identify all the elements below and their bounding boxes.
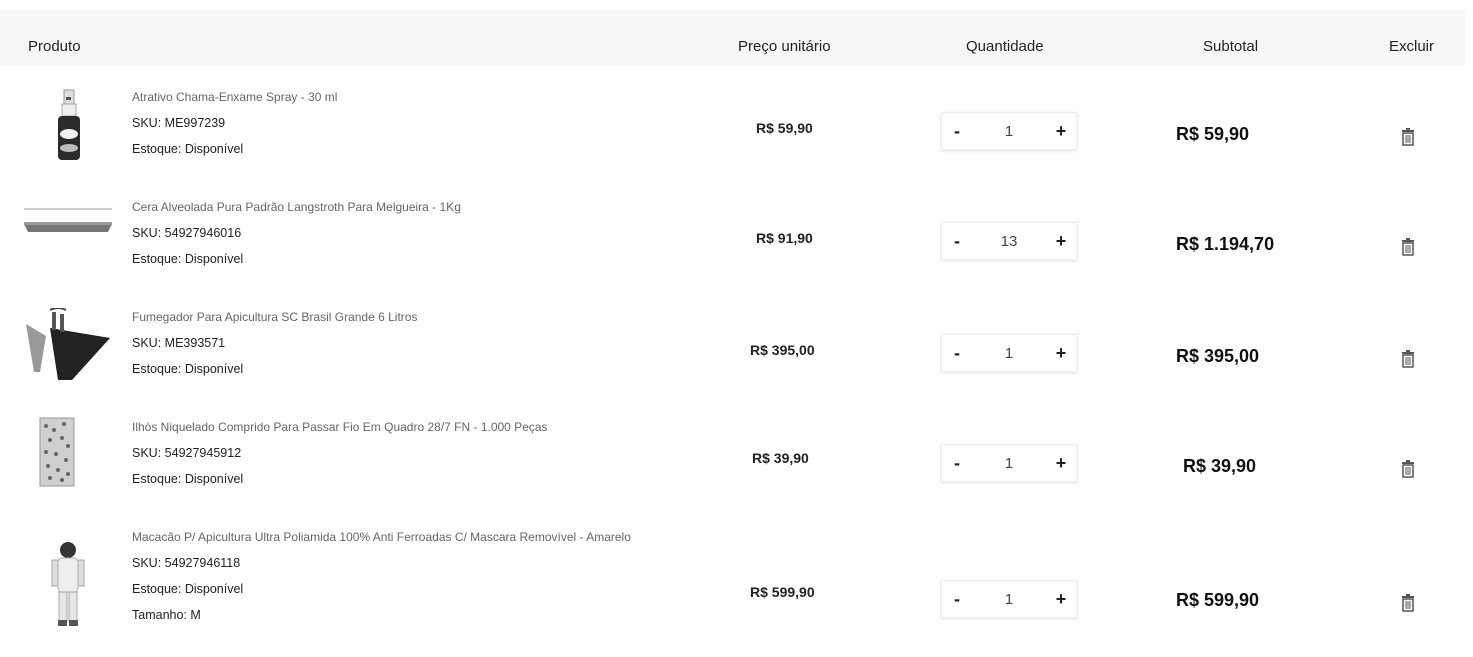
decrement-button[interactable]: - (954, 120, 960, 141)
quantity-stepper[interactable] (941, 112, 1077, 150)
increment-button[interactable]: + (1055, 342, 1067, 363)
decrement-button[interactable]: - (954, 342, 960, 363)
row-subtotal: R$ 395,00 (1176, 346, 1260, 366)
product-sku: SKU: 54927946016 (132, 226, 242, 240)
row-subtotal: R$ 1.194,70 (1176, 234, 1275, 254)
increment-button[interactable]: + (1055, 452, 1067, 473)
quantity-value[interactable]: 1 (1004, 122, 1014, 140)
increment-button[interactable]: + (1055, 588, 1067, 609)
unit-price: R$ 59,90 (756, 120, 813, 136)
product-sku: SKU: ME393571 (132, 336, 226, 350)
product-name[interactable]: Atrativo Chama-Enxame Spray - 30 ml (132, 90, 338, 104)
trash-icon[interactable] (1400, 350, 1416, 368)
quantity-value[interactable]: 1 (1004, 590, 1014, 608)
row-subtotal: R$ 599,90 (1176, 590, 1260, 610)
product-info (132, 524, 652, 628)
trash-icon[interactable] (1400, 238, 1416, 256)
trash-icon[interactable] (1400, 594, 1416, 612)
unit-price: R$ 395,00 (750, 342, 815, 358)
quantity-stepper[interactable] (941, 444, 1077, 482)
cart-row (0, 194, 1465, 284)
product-name[interactable]: Macacão P/ Apicultura Ultra Poliamida 100% Anti Ferroadas C/ Mascara Removível - Amarelo (132, 530, 631, 544)
cart-row (0, 84, 1465, 174)
quantity-stepper[interactable] (941, 334, 1077, 372)
header-unit-price: Preço unitário (738, 38, 831, 55)
header-subtotal: Subtotal (1203, 38, 1259, 55)
cart-row (0, 304, 1465, 394)
product-sku: SKU: 54927946118 (132, 556, 241, 570)
smoker-icon (20, 308, 116, 388)
cart-row (0, 524, 1465, 654)
product-info (132, 304, 417, 382)
spray-bottle-icon (20, 88, 116, 168)
quantity-value[interactable]: 1 (1004, 454, 1014, 472)
increment-button[interactable]: + (1055, 230, 1067, 251)
quantity-value[interactable]: 13 (1000, 232, 1018, 250)
trash-icon[interactable] (1400, 128, 1416, 146)
wax-sheet-icon (20, 194, 116, 274)
cart-row (0, 414, 1465, 504)
decrement-button[interactable]: - (954, 452, 960, 473)
product-info (132, 194, 461, 272)
quantity-stepper[interactable] (941, 222, 1077, 260)
unit-price: R$ 599,90 (750, 584, 815, 600)
unit-price: R$ 39,90 (752, 450, 809, 466)
decrement-button[interactable]: - (954, 588, 960, 609)
product-name[interactable]: Ilhós Niquelado Comprido Para Passar Fio Em Quadro 28/7 FN - 1.000 Peças (132, 420, 548, 434)
row-subtotal: R$ 39,90 (1183, 456, 1257, 476)
product-info (132, 414, 548, 492)
product-stock: Estoque: Disponível (132, 142, 244, 156)
header-delete: Excluir (1389, 38, 1435, 55)
product-stock: Estoque: Disponível (132, 252, 244, 266)
product-stock: Estoque: Disponível (132, 472, 244, 486)
product-size: Tamanho: M (132, 608, 201, 622)
quantity-value[interactable]: 1 (1004, 344, 1014, 362)
trash-icon[interactable] (1400, 460, 1416, 478)
unit-price: R$ 91,90 (756, 230, 813, 246)
quantity-stepper[interactable] (941, 580, 1077, 618)
product-stock: Estoque: Disponível (132, 362, 244, 376)
product-stock: Estoque: Disponível (132, 582, 244, 596)
header-product: Produto (28, 38, 81, 55)
product-sku: SKU: 54927945912 (132, 446, 242, 460)
row-subtotal: R$ 59,90 (1176, 124, 1250, 144)
product-name[interactable]: Cera Alveolada Pura Padrão Langstroth Para Melgueira - 1Kg (132, 200, 461, 214)
product-sku: SKU: ME997239 (132, 116, 226, 130)
cart-header (0, 10, 1465, 66)
product-info (132, 84, 337, 162)
product-name[interactable]: Fumegador Para Apicultura SC Brasil Grande 6 Litros (132, 310, 418, 324)
bee-suit-icon (20, 540, 116, 630)
increment-button[interactable]: + (1055, 120, 1067, 141)
eyelets-bag-icon (20, 414, 116, 494)
decrement-button[interactable]: - (954, 230, 960, 251)
header-quantity: Quantidade (966, 38, 1044, 55)
